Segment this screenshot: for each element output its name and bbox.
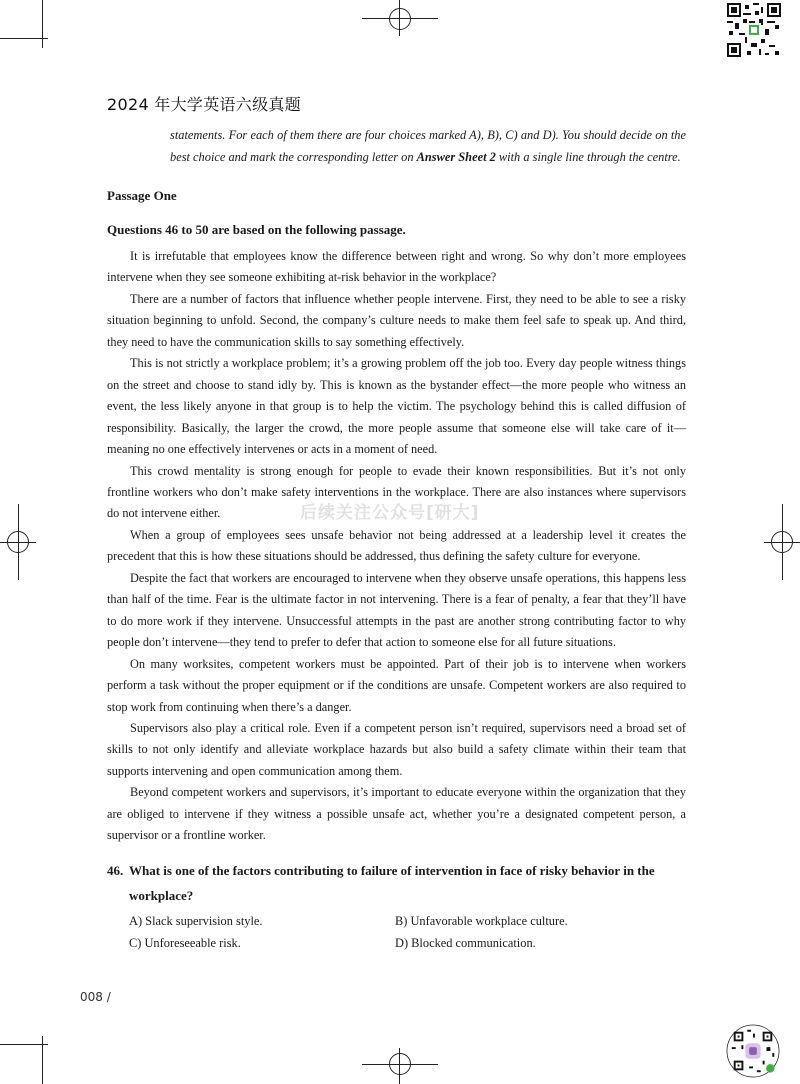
question-line-1 — [107, 858, 686, 883]
page-number: 008 / — [80, 990, 111, 1004]
option-b[interactable]: B) Unfavorable workplace culture. — [395, 914, 568, 928]
qr-code-top — [727, 3, 781, 57]
instructions-part2: with a single line through the centre. — [495, 150, 681, 164]
paragraph: Supervisors also play a critical role. Even if a competent person isn’t required, supervisors need a broad set of skills to not only identify and alleviate workplace hazards but also build a safety climate within their team that supports intervening and open communication among them. — [107, 720, 686, 778]
paragraph: It is irrefutable that employees know the difference between right and wrong. So why don’t more employees intervene when they see someone exhibiting at-risk behavior in the workplace? — [107, 249, 686, 285]
instructions-text — [170, 124, 686, 168]
paragraph: Despite the fact that workers are encouraged to intervene when they observe unsafe operations, this happens less than half of the time. Fear is the ultimate factor in not intervening. There is a fear of penalty, a fear that they’ll have to do more work if they intervene. Unsuccessful attempts in the past are another strong contributing factor to why people don’t intervene—they tend to prefer to defer that action to someone else for all future situations. — [107, 570, 686, 650]
answer-options — [129, 910, 689, 954]
qr-code-bottom — [726, 1024, 780, 1078]
crop-mark-top-left-h — [0, 38, 48, 39]
question-text-continued: workplace? — [129, 888, 194, 903]
passage-title: Passage One — [107, 188, 177, 203]
paragraph: Beyond competent workers and supervisors, it’s important to educate everyone within the organization that they are obliged to intervene if they witness a possible unsafe act, whether you’re a designated competent person, a supervisor or a frontline worker. — [107, 785, 686, 843]
questions-intro: Questions 46 to 50 are based on the following passage. — [107, 222, 406, 237]
paragraph: When a group of employees sees unsafe behavior not being addressed at a leadership level it creates the precedent that this is how these situations should be addressed, thus defining the safety culture for everyone. — [107, 527, 686, 564]
paragraph: This is not strictly a workplace problem; it’s a growing problem off the job too. Every day people witness things on the street and choose to stand idly by. This is known as the bystander effect—the more people who witness an event, the less likely anyone in that group is to help the victim. The psychology behind this is called diffusion of responsibility. Basically, the larger the crowd, the more people assume that someone else will take care of it—meaning no one effectively intervenes or acts in a moment of need. — [107, 356, 686, 457]
watermark-text — [300, 502, 480, 524]
option-a[interactable]: A) Slack supervision style. — [129, 914, 263, 928]
instructions-part1: statements. For each of them there are four choices marked A), B), C) and D). You should decide on the best choice and mark the corresponding letter on — [170, 128, 686, 164]
option-c[interactable]: C) Unforeseeable risk. — [129, 936, 241, 950]
passage-body — [107, 246, 686, 847]
answer-sheet-label: Answer Sheet 2 — [416, 150, 496, 164]
paragraph: There are a number of factors that influence whether people intervene. First, they need to be able to see a risky situation beginning to unfold. Second, the company’s culture needs to make them feel safe to speak up. And third, they need to have the communication skills to say something effectively. — [107, 291, 686, 349]
page-header-title: 2024 年大学英语六级真题 — [107, 95, 302, 114]
watermark-line: 后续关注公众号[研大] — [300, 503, 480, 523]
question-46 — [107, 858, 686, 908]
option-d[interactable]: D) Blocked communication. — [395, 936, 536, 950]
options-row — [129, 910, 689, 932]
crop-mark-top-left-v — [42, 0, 43, 48]
options-row — [129, 932, 689, 954]
question-text: What is one of the factors contributing to failure of intervention in face of risky behavior in the — [129, 863, 655, 878]
question-number: 46. — [107, 863, 124, 878]
paragraph: This crowd mentality is strong enough for people to evade their known responsibilities. But it’s not only frontline workers who don’t make safety interventions in the workplace. There are also instances where supervisors do not intervene either. — [107, 463, 686, 521]
crop-mark-bottom-left-h — [0, 1044, 48, 1045]
paragraph: On many worksites, competent workers must be appointed. Part of their job is to intervene when workers perform a task without the proper equipment or if the conditions are unsafe. Competent workers are also required to stop work from continuing when there’s a danger. — [107, 656, 686, 714]
